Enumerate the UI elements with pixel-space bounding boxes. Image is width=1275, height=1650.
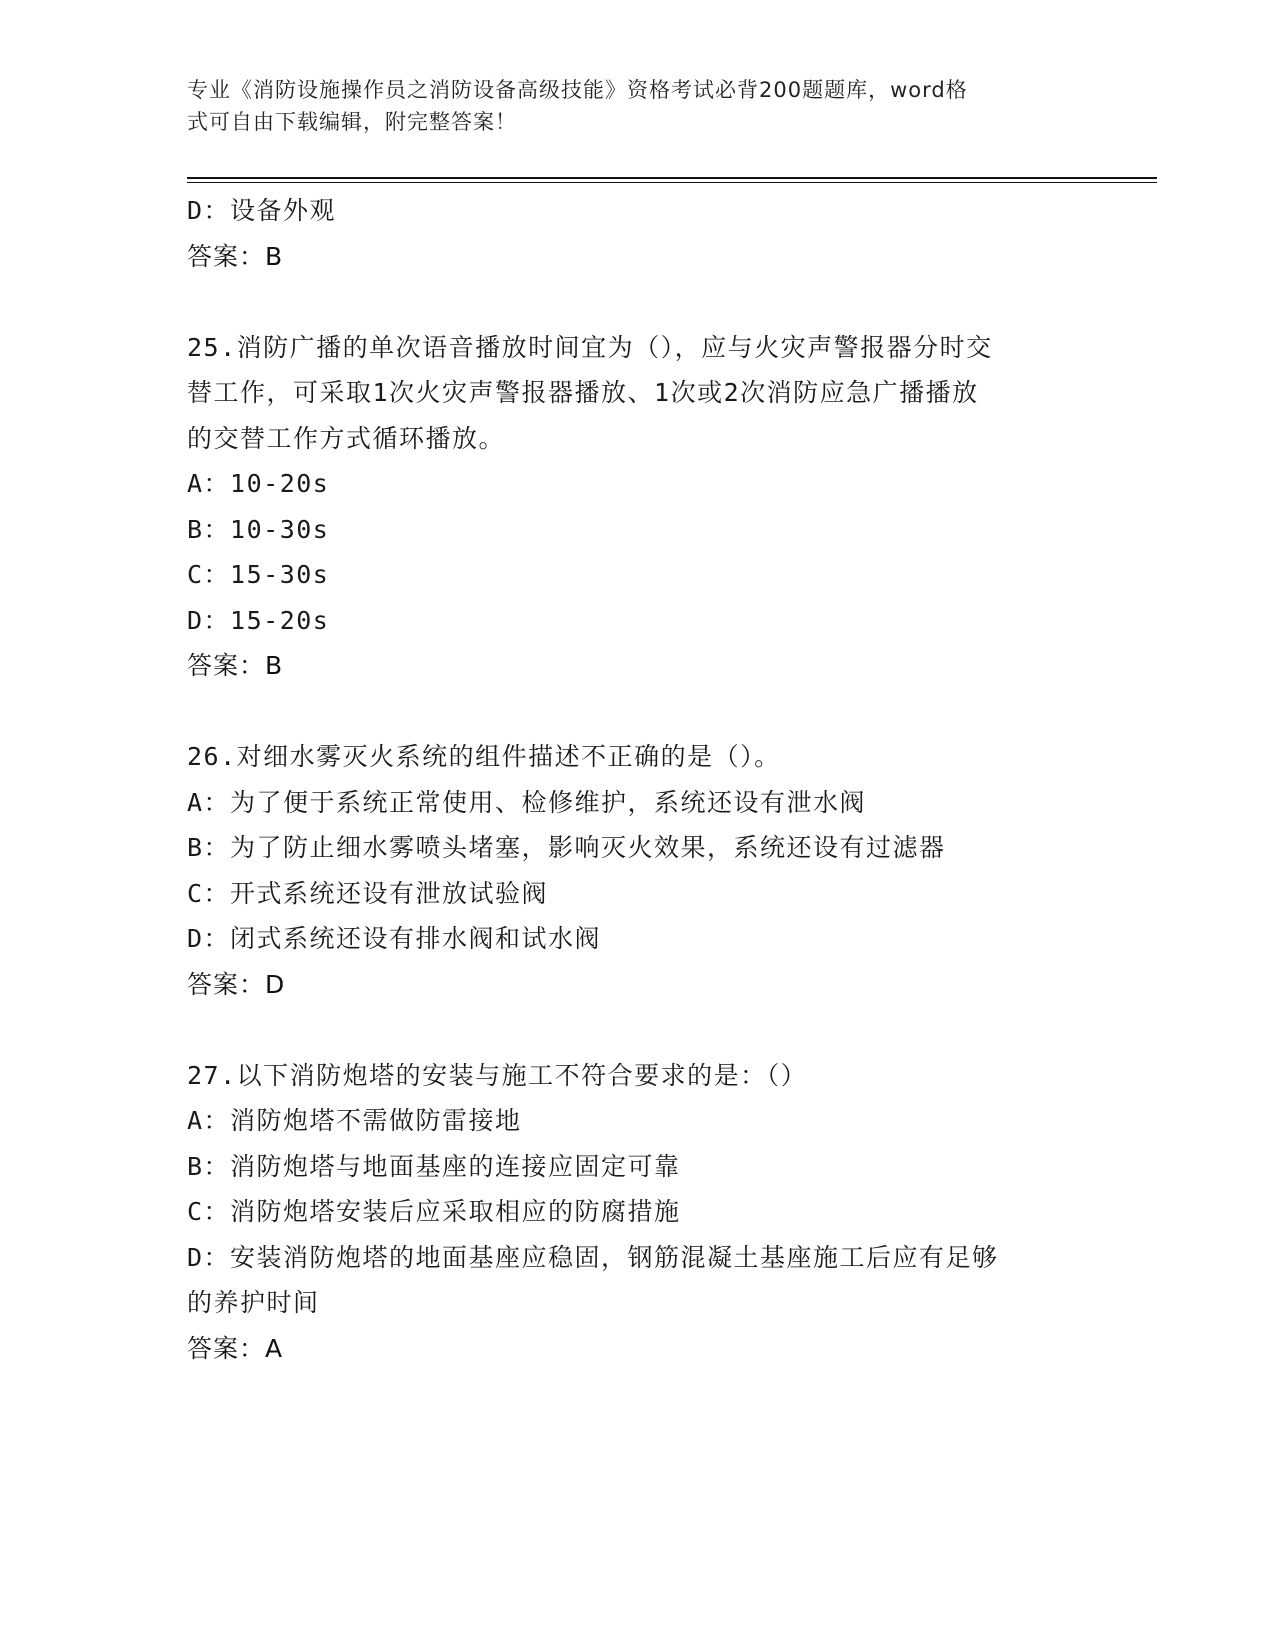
question-stem: 26.对细水雾灭火系统的组件描述不正确的是（）。 [187, 742, 781, 771]
option-d: D：15-20s [187, 605, 330, 635]
option-d: D：闭式系统还设有排水阀和试水阀 [187, 924, 602, 953]
question-block-26 [187, 734, 1087, 1007]
question-block-24 [187, 188, 1087, 279]
option-a: A：消防炮塔不需做防雷接地 [187, 1106, 522, 1135]
option-c: C：开式系统还设有泄放试验阀 [187, 878, 549, 908]
answer-line: 答案：A [187, 1333, 284, 1363]
question-stem: 替工作，可采取1次火灾声警报器播放、1次或2次消防应急广播播放 [187, 378, 979, 407]
answer-line: 答案：B [187, 651, 284, 680]
option-c: C：消防炮塔安装后应采取相应的防腐措施 [187, 1197, 681, 1226]
header-line-1: 专业《消防设施操作员之消防设备高级技能》资格考试必背200题题库，word格 [187, 78, 968, 102]
option-b: B：10-30s [187, 514, 330, 544]
header-rule-thick [187, 177, 1157, 179]
answer-line: 答案：B [187, 241, 284, 271]
question-stem: 25.消防广播的单次语音播放时间宜为（），应与火灾声警报器分时交 [187, 332, 993, 362]
question-block-25 [187, 325, 1087, 689]
header-line-2: 式可自由下载编辑，附完整答案！ [187, 110, 517, 134]
option-b: B：消防炮塔与地面基座的连接应固定可靠 [187, 1151, 681, 1181]
option-a: A：为了便于系统正常使用、检修维护，系统还设有泄水阀 [187, 787, 867, 817]
header-rule-thin [187, 182, 1157, 183]
spacer [187, 1007, 1087, 1053]
option-a: A：10-20s [187, 469, 330, 498]
question-stem: 27.以下消防炮塔的安装与施工不符合要求的是：（） [187, 1060, 808, 1090]
question-block-27 [187, 1053, 1087, 1372]
document-body [187, 188, 1087, 1371]
document-header [187, 74, 1067, 138]
question-stem: 的交替工作方式循环播放。 [187, 423, 506, 453]
option-d: D：设备外观 [187, 196, 337, 225]
option-d: D：安装消防炮塔的地面基座应稳固，钢筋混凝土基座施工后应有足够 [187, 1242, 999, 1272]
spacer [187, 689, 1087, 735]
option-c: C：15-30s [187, 560, 330, 589]
answer-line: 答案：D [187, 969, 286, 999]
option-b: B：为了防止细水雾喷头堵塞，影响灭火效果，系统还设有过滤器 [187, 833, 946, 862]
option-d-continued: 的养护时间 [187, 1288, 320, 1317]
spacer [187, 279, 1087, 325]
